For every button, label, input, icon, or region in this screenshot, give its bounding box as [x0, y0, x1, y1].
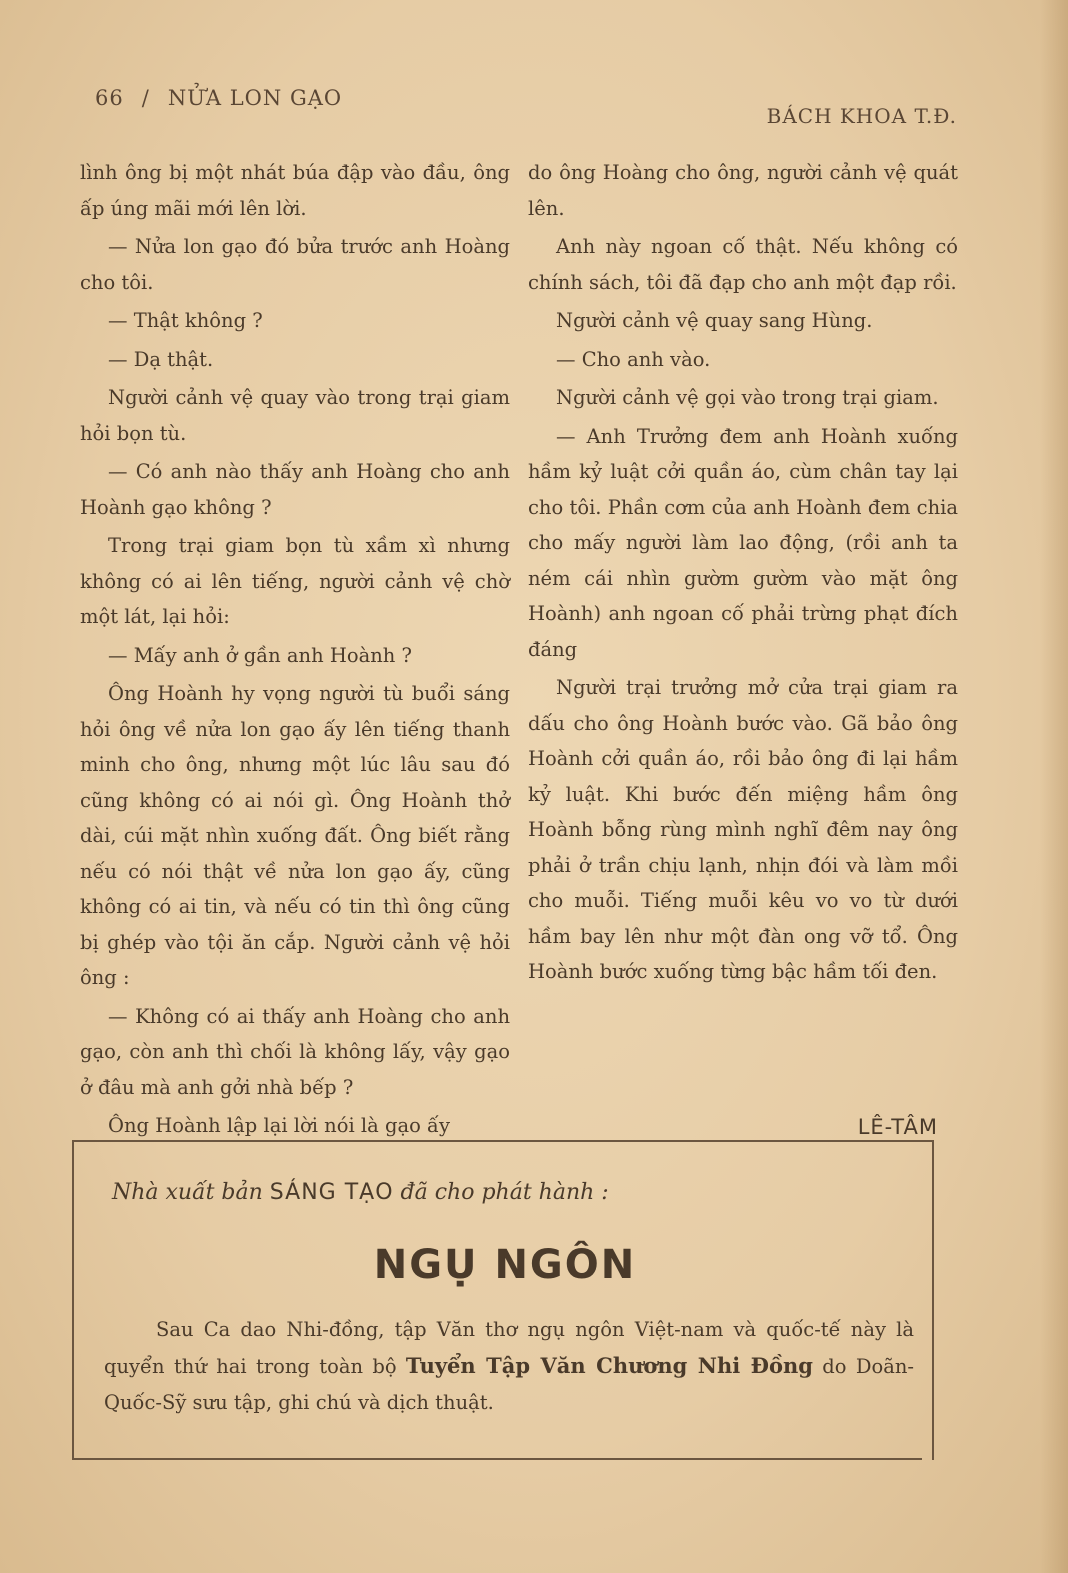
book-advertisement	[72, 1140, 934, 1460]
author-signature: LÊ-TÂM	[857, 1115, 938, 1139]
paragraph: — Anh Trưởng đem anh Hoành xuống hầm kỷ luật cởi quần áo, cùm chân tay lại cho tôi. Phần cơm của anh Hoành đem chia cho mấy người làm lao động, (rồi anh ta ném cái nhìn gườm gườm vào mặt ông Hoành) anh ngoan cố phải trừng phạt đích đáng	[528, 424, 958, 661]
paragraph: Người cảnh vệ quay vào trong trại giam hỏi bọn tù.	[80, 386, 510, 445]
page-number: 66	[95, 86, 124, 110]
paragraph: do ông Hoàng cho ông, người cảnh vệ quát lên.	[528, 161, 958, 220]
section-title: NỬA LON GẠO	[167, 86, 343, 110]
paragraph: — Cho anh vào.	[556, 347, 711, 371]
left-column	[80, 155, 510, 1147]
paragraph: Ông Hoành lập lại lời nói là gạo ấy	[108, 1114, 450, 1137]
paragraph: Trong trại giam bọn tù xầm xì nhưng không có ai lên tiếng, người cảnh vệ chờ một lát, lại hỏi:	[80, 534, 510, 628]
paragraph: — Nửa lon gạo đó bửa trước anh Hoàng cho tôi.	[80, 235, 510, 294]
paragraph: Ông Hoành hy vọng người tù buổi sáng hỏi ông về nửa lon gạo ấy lên tiếng thanh minh cho ông, nhưng một lúc lâu sau đó cũng không có ai nói gì. Ông Hoành thở dài, cúi mặt nhìn xuống đất. Ông biết rằng nếu có nói thật về nửa lon gạo ấy, cũng không có ai tin, và nếu có tin thì ông cũng bị ghép vào tội ăn cắp. Người cảnh vệ hỏi ông :	[80, 682, 510, 989]
paragraph: Anh này ngoan cố thật. Nếu không có chính sách, tôi đã đạp cho anh một đạp rồi.	[528, 235, 958, 294]
ad-bottom-rule	[72, 1458, 922, 1460]
header-separator: /	[141, 86, 150, 110]
ad-publisher-line	[112, 1180, 609, 1205]
ad-description	[104, 1312, 914, 1421]
paragraph: — Mấy anh ở gần anh Hoành ?	[108, 643, 412, 667]
magazine-name: BÁCH KHOA T.Đ.	[766, 104, 957, 128]
page-header	[95, 86, 957, 126]
paragraph: — Thật không ?	[108, 309, 263, 332]
right-column	[528, 155, 958, 993]
publisher-name: SÁNG TẠO	[269, 1180, 394, 1205]
running-head	[95, 86, 342, 110]
paragraph: — Dạ thật.	[108, 347, 214, 371]
ad-desc-part: Sau Ca dao Nhi-đồng, tập Văn thơ ngụ ngôn Việt-nam và quốc-tế này là quyển thứ hai trong toàn bộ	[104, 1318, 914, 1378]
paragraph: — Không có ai thấy anh Hoàng cho anh gạo, còn anh thì chối là không lấy, vậy gạo ở đâu mà anh gởi nhà bếp ?	[80, 1004, 510, 1099]
paragraph: Người cảnh vệ gọi vào trong trại giam.	[556, 386, 939, 409]
paragraph: Người cảnh vệ quay sang Hùng.	[556, 309, 873, 332]
paragraph: — Có anh nào thấy anh Hoàng cho anh Hoành gạo không ?	[80, 460, 510, 519]
ad-book-title: NGỤ NGÔN	[373, 1242, 637, 1288]
ad-desc-part: do Doãn-Quốc-Sỹ sưu tập, ghi chú và dịch thuật.	[104, 1355, 914, 1414]
ad-series-name: Tuyển Tập Văn Chương Nhi Đồng	[405, 1353, 813, 1378]
paragraph: Người trại trưởng mở cửa trại giam ra dấu cho ông Hoành bước vào. Gã bảo ông Hoành cởi quần áo, rồi bảo ông đi lại hầm kỷ luật. Khi bước đến miệng hầm ông Hoành bỗng rùng mình nghĩ đêm nay ông phải ở trần chịu lạnh, nhịn đói và làm mồi cho muỗi. Tiếng muỗi kêu vo vo từ dưới hầm bay lên như một đàn ong vỡ tổ. Ông Hoành bước xuống từng bậc hầm tối đen.	[528, 676, 958, 983]
paragraph: lình ông bị một nhát búa đập vào đầu, ông ấp úng mãi mới lên lời.	[80, 161, 510, 220]
publisher-suffix: đã cho phát hành :	[400, 1180, 609, 1205]
page-edge-shadow	[1040, 0, 1068, 1573]
publisher-prefix: Nhà xuất bản	[112, 1180, 263, 1205]
